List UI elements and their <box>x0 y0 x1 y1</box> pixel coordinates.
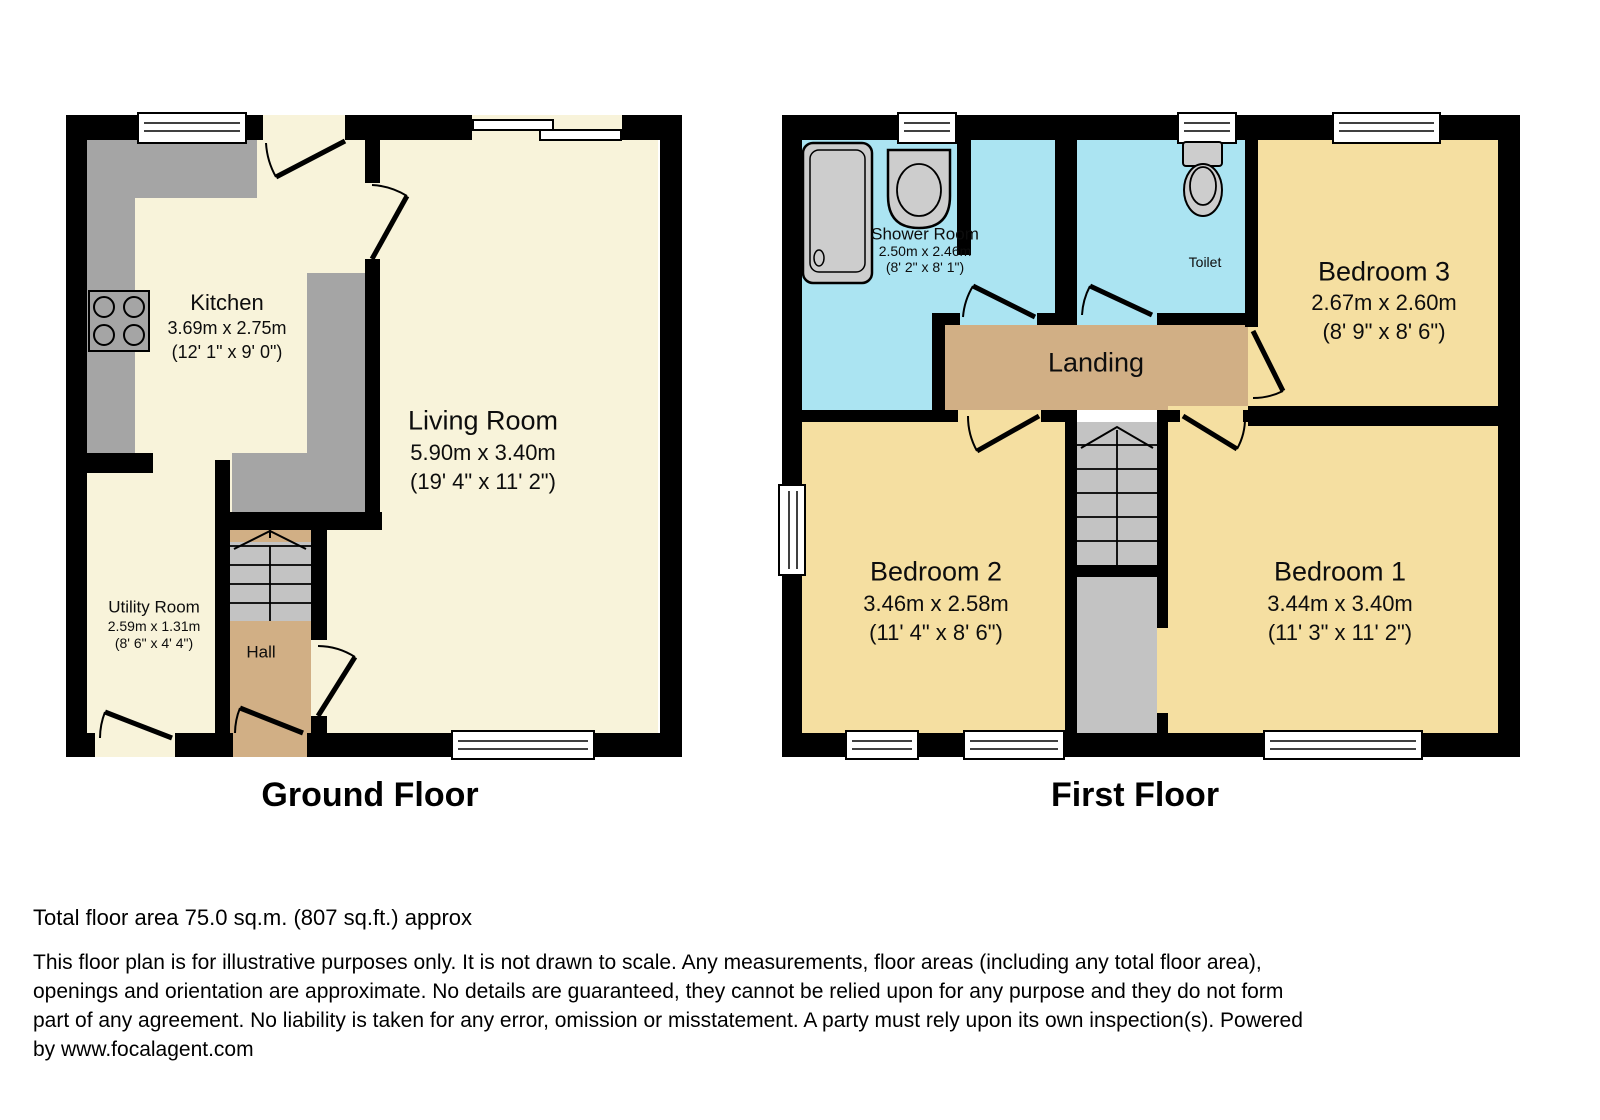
bedroom1-notch <box>1157 628 1168 713</box>
hall-label: Hall <box>246 642 276 662</box>
utility-room-label: Utility Room <box>108 597 200 617</box>
landing-left-wall <box>932 313 945 410</box>
bedroom3-size-imperial: (8' 9" x 8' 6") <box>1322 319 1446 344</box>
bedroom1-label: Bedroom 1 <box>1273 556 1407 587</box>
hall-floor <box>229 621 311 733</box>
living-room-label: Living Room <box>407 405 559 436</box>
kitchen-size-metric: 3.69m x 2.75m <box>167 318 287 338</box>
shower-room-label: Shower Room <box>871 224 979 244</box>
stairs-top-wall <box>215 512 382 530</box>
living-bottom-window <box>452 731 594 759</box>
shower-room-floor-lower <box>802 313 932 410</box>
living-room-size-imperial: (19' 4" x 11' 2") <box>410 469 556 494</box>
utility-room-size-metric: 2.59m x 1.31m <box>107 618 201 634</box>
bedroom2-label: Bedroom 2 <box>869 556 1003 587</box>
bathtub-icon <box>803 143 872 283</box>
utility-room-size-imperial: (8' 6" x 4' 4") <box>114 635 194 651</box>
utility-right-wall <box>215 460 230 733</box>
utility-top-wall <box>87 453 153 473</box>
shower-room-size-imperial: (8' 2" x 8' 1") <box>885 259 965 275</box>
hob-icon <box>89 291 149 351</box>
bedroom2-side-window <box>779 485 805 575</box>
living-top-window-b <box>540 130 621 140</box>
sink-icon <box>888 150 950 228</box>
living-top-window-a <box>473 120 553 130</box>
first-floor-title: First Floor <box>1050 776 1220 814</box>
kitchen-size-imperial: (12' 1" x 9' 0") <box>171 342 283 362</box>
counter-top <box>87 140 257 198</box>
stairs-right-wall <box>311 530 327 640</box>
toilet-floor <box>1077 140 1245 325</box>
footer <box>33 905 1573 1064</box>
bedroom3-label: Bedroom 3 <box>1317 256 1451 287</box>
shower-window <box>898 113 956 143</box>
shower-toilet-wall <box>1055 140 1077 325</box>
kitchen-label: Kitchen <box>190 290 264 315</box>
bedroom2-size-imperial: (11' 4" x 8' 6") <box>869 620 1003 645</box>
bedroom3-bottom-wall <box>1248 406 1498 426</box>
disclaimer-line-4: by www.focalagent.com <box>33 1038 254 1061</box>
toilet-window <box>1178 113 1236 143</box>
disclaimer-line-1: This floor plan is for illustrative purposes only. It is not drawn to scale. Any measurements, floor areas (including any total floor area), <box>33 951 1262 974</box>
stairwell-left-wall <box>1065 410 1077 733</box>
bedroom1-bottom-window <box>1264 731 1422 759</box>
stairwell-right-wall <box>1157 422 1168 628</box>
disclaimer-line-3: part of any agreement. No liability is taken for any error, omission or misstatement. A party must rely upon its own inspection(s). Powered <box>33 1009 1303 1032</box>
back-door-opening <box>263 115 345 140</box>
counter-peninsula-vertical <box>307 273 365 453</box>
toilet-right-wall <box>1245 140 1258 327</box>
bedroom2-size-metric: 3.46m x 2.58m <box>863 591 1009 616</box>
first-floor-plan <box>779 113 1520 759</box>
bedroom3-size-metric: 2.67m x 2.60m <box>1311 290 1457 315</box>
total-floor-area: Total floor area 75.0 sq.m. (807 sq.ft.) approx <box>33 905 473 930</box>
kitchen-living-wall-upper <box>365 140 380 183</box>
bedroom1-size-imperial: (11' 3" x 11' 2") <box>1267 620 1413 645</box>
front-door-opening <box>233 733 307 757</box>
kitchen-window <box>138 113 246 143</box>
landing-label: Landing <box>1047 347 1145 378</box>
living-room-size-metric: 5.90m x 3.40m <box>410 440 556 465</box>
counter-peninsula-horizontal <box>232 453 365 512</box>
shower-room-size-metric: 2.50m x 2.46m <box>878 243 972 259</box>
kitchen-living-wall-lower <box>365 259 380 530</box>
ground-floor-title: Ground Floor <box>261 776 479 814</box>
bedroom2-bottom-window-b <box>964 731 1064 759</box>
ground-floor-plan <box>66 113 682 759</box>
bedroom3-window <box>1333 113 1440 143</box>
bedroom2-bottom-window-a <box>846 731 918 759</box>
toilet-icon <box>1183 142 1222 216</box>
stairwell-void <box>1077 577 1157 733</box>
toilet-label: Toilet <box>1188 254 1222 270</box>
disclaimer-line-2: openings and orientation are approximate. No details are guaranteed, they cannot be relied upon for any purpose and they do not form <box>33 980 1284 1003</box>
stairs-separator <box>1077 565 1157 577</box>
bedroom1-size-metric: 3.44m x 3.40m <box>1267 591 1413 616</box>
